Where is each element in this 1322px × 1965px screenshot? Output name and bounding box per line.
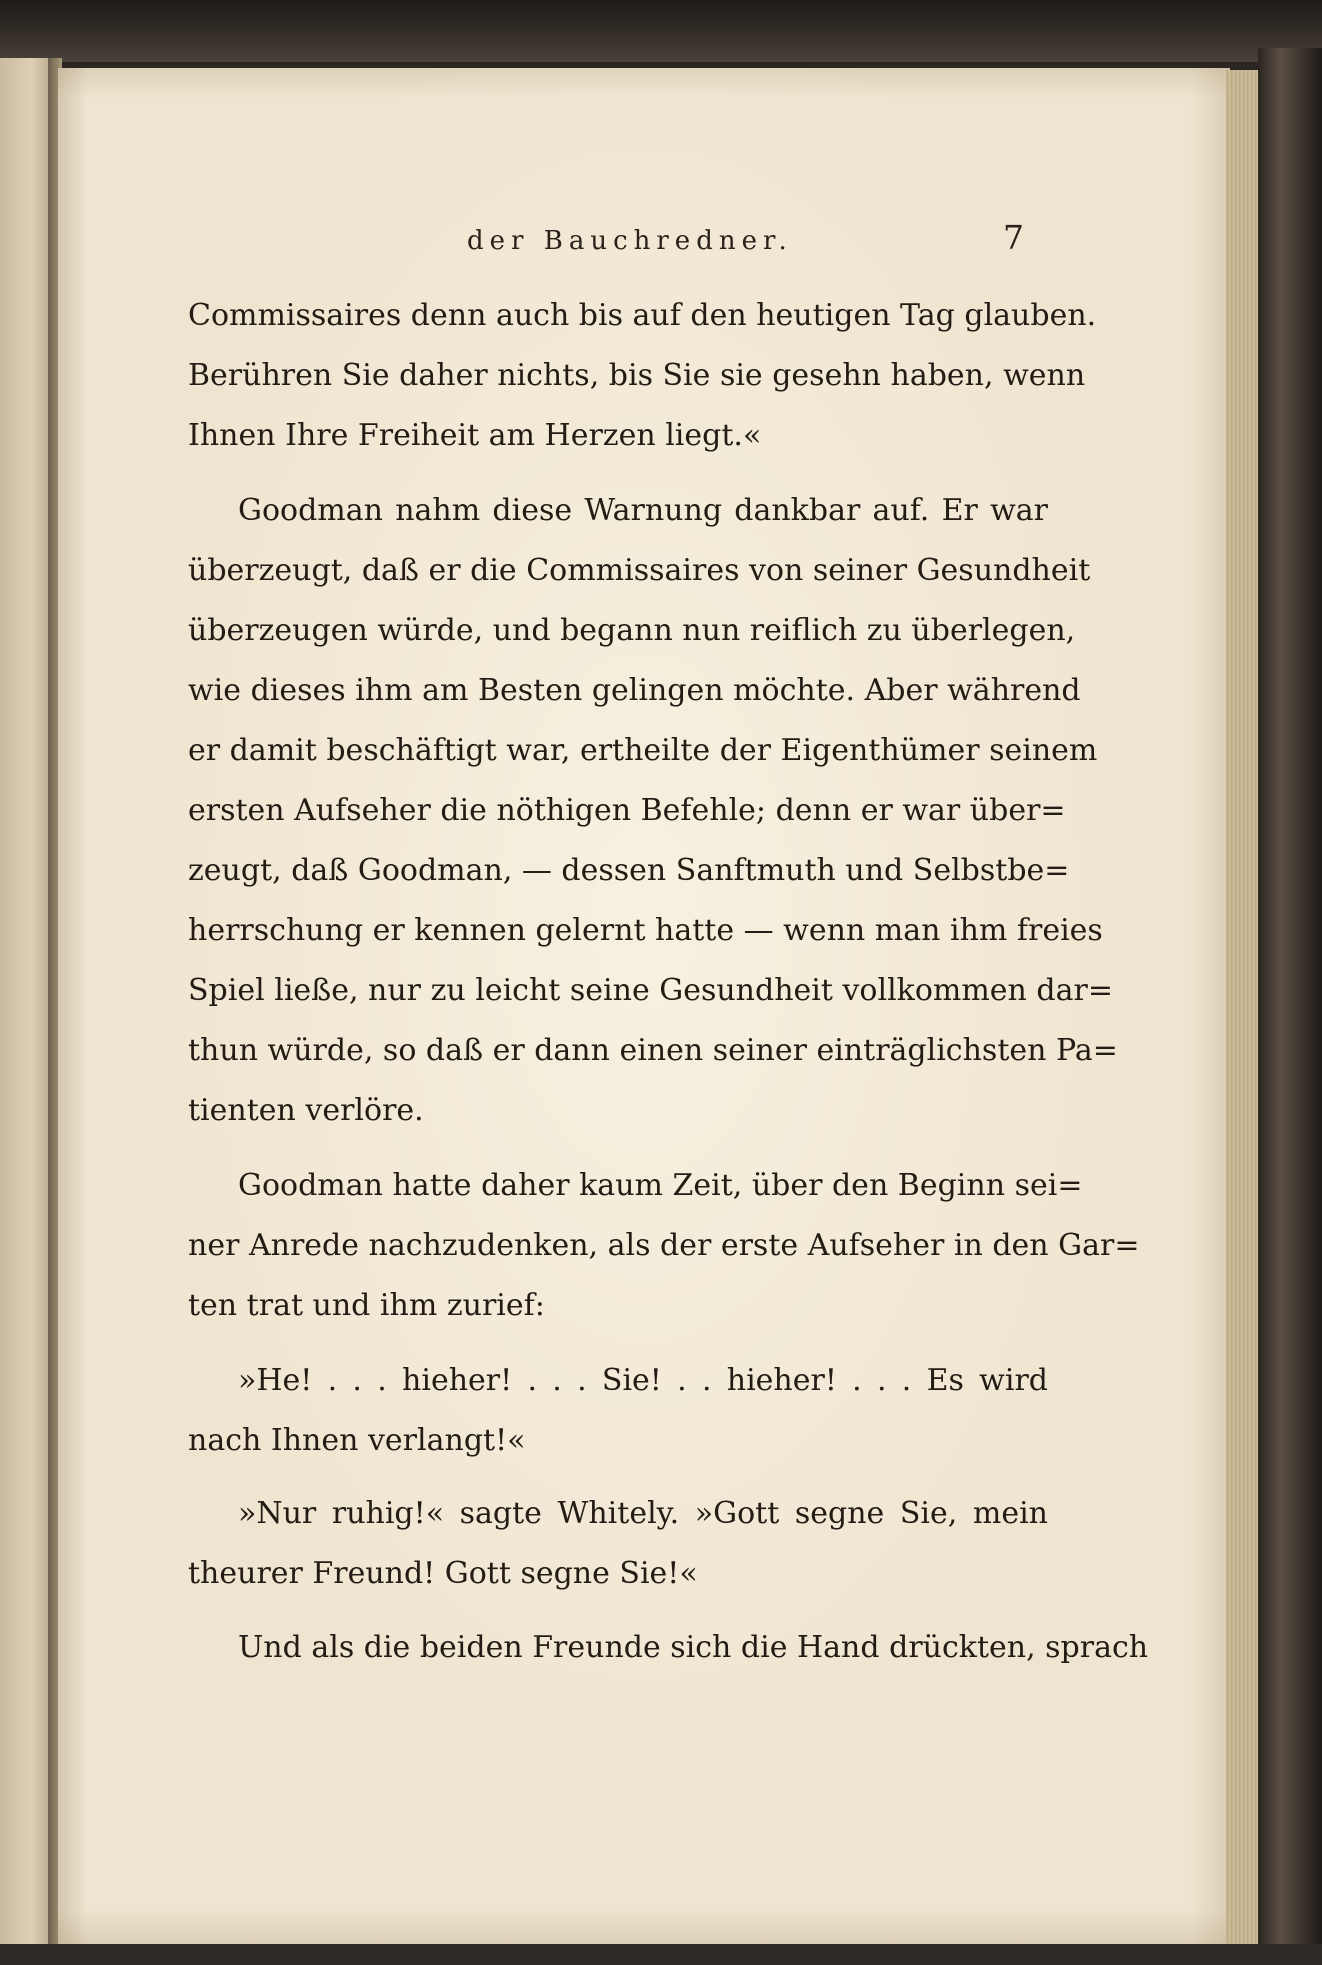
text-line: Ihnen Ihre Freiheit am Herzen liegt.« xyxy=(188,418,762,453)
top-edge xyxy=(0,0,1322,62)
bottom-edge xyxy=(0,1944,1322,1965)
facing-page-edge xyxy=(0,58,52,1953)
text-line: thun würde, so daß er dann einen seiner einträglichsten Pa= xyxy=(188,1033,1118,1068)
text-line: er damit beschäftigt war, ertheilte der Eigenthümer seinem xyxy=(188,733,1098,768)
text-line: überzeugen würde, und begann nun reiflich zu überlegen, xyxy=(188,613,1076,648)
text-line: Commissaires denn auch bis auf den heutigen Tag glauben. xyxy=(188,298,1097,333)
text-line: wie dieses ihm am Besten gelingen möchte. Aber während xyxy=(188,673,1081,708)
running-head: der Bauchredner. xyxy=(467,226,793,256)
page-stack-edge xyxy=(1226,70,1262,1950)
text-line: tienten verlöre. xyxy=(188,1093,424,1128)
text-line: Spiel ließe, nur zu leicht seine Gesundheit vollkommen dar= xyxy=(188,973,1113,1008)
text-line: »He! . . . hieher! . . . Sie! . . hieher! . . . Es wird xyxy=(238,1363,1048,1398)
text-line: Goodman hatte daher kaum Zeit, über den Beginn sei= xyxy=(238,1168,1083,1203)
text-line: überzeugt, daß er die Commissaires von seiner Gesundheit xyxy=(188,553,1091,588)
text-line: Berühren Sie daher nichts, bis Sie sie gesehn haben, wenn xyxy=(188,358,1086,393)
text-line: ner Anrede nachzudenken, als der erste Aufseher in den Gar= xyxy=(188,1228,1140,1263)
text-line: herrschung er kennen gelernt hatte — wenn man ihm freies xyxy=(188,913,1103,948)
text-line: ersten Aufseher die nöthigen Befehle; denn er war über= xyxy=(188,793,1066,828)
cover-edge xyxy=(1258,48,1322,1965)
text-line: nach Ihnen verlangt!« xyxy=(188,1423,526,1458)
text-line: »Nur ruhig!« sagte Whitely. »Gott segne Sie, mein xyxy=(238,1496,1048,1531)
text-line: Goodman nahm diese Warnung dankbar auf. Er war xyxy=(238,493,1048,528)
page-number: 7 xyxy=(1003,218,1024,257)
text-line: theurer Freund! Gott segne Sie!« xyxy=(188,1556,698,1591)
text-line: ten trat und ihm zurief: xyxy=(188,1288,545,1323)
text-line: Und als die beiden Freunde sich die Hand drückten, sprach xyxy=(238,1630,1149,1665)
text-line: zeugt, daß Goodman, — dessen Sanftmuth und Selbstbe= xyxy=(188,853,1070,888)
